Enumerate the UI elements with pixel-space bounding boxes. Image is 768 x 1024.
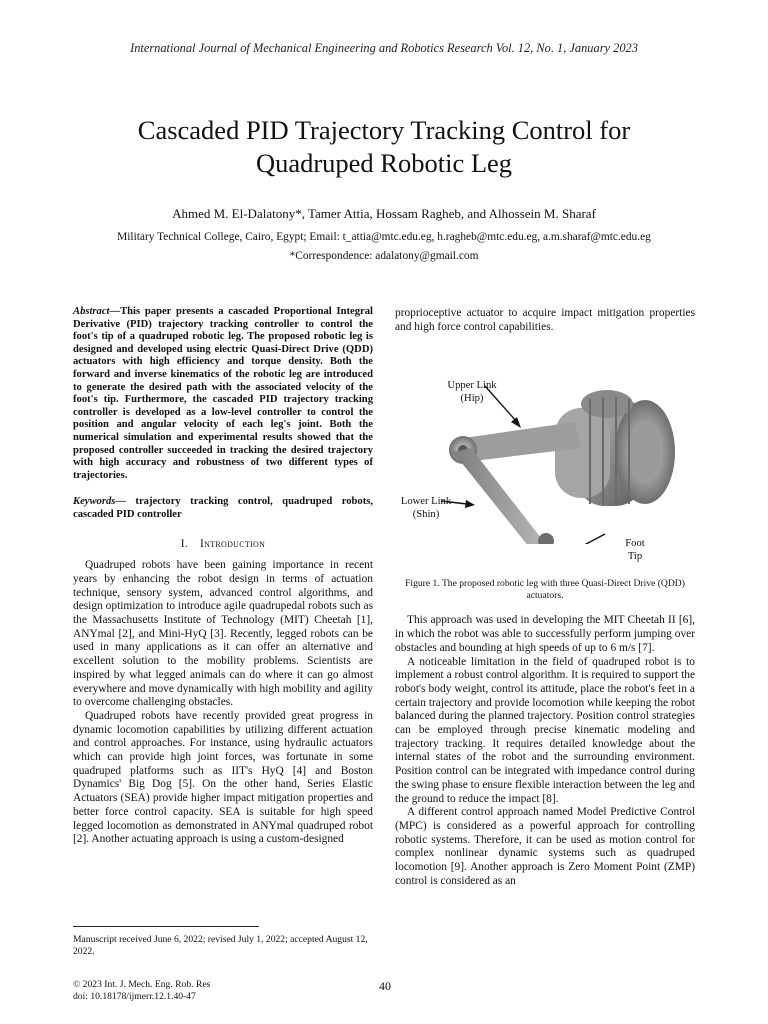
intro-paragraph-1: Quadruped robots have been gaining importance in recent years by enhancing the robot design in terms of actuation technique, sensory system, advanced control algorithms, and design optimization to introduce agile quadrupedal robots such as the Massachusetts Institute of Technology (MIT) Cheetah [1], ANYmal [2], and Mini-HyQ [3]. Recently, legged robots can be used in many applications as it can offer an alternative and excellent solution to the mobility problems. Scientists are inspired by what legged animals can do where it can go almost everywhere and move dynamically with high mobility and agility to overcome challenging obstacles.: [73, 559, 373, 709]
keywords-text: — trajectory tracking control, quadruped robots, cascaded PID controller: [73, 496, 373, 520]
doi-line: doi: 10.18178/ijmerr.12.1.40-47: [73, 991, 196, 1003]
right-paragraph-3: A different control approach named Model Predictive Control (MPC) is considered as a powerful approach for controlling robotic systems. Therefore, it can be used as motion control for complex nonlinear dynamic systems such as quadruped locomotion [9]. Another approach is Zero Moment Point (ZMP) control is considered as an: [395, 806, 695, 887]
label-foot-tip: [615, 538, 655, 563]
label-upper-link: [437, 380, 507, 405]
right-paragraph-2: A noticeable limitation in the field of quadruped robot is to implement a robust control algorithm. It is required to support the robot's body weight, control its attitude, place the robot's feet in a certain trajectory and provide locomotion while keeping the robot balanced during the planned trajectory. Position control strategies can be employed through precise kinematic modeling and trajectory tracking. It requires detailed knowledge about the internal states of the robot and the surrounding environment. Position control can be integrated with impedance control during the swing phase to ensure flexible interaction between the leg and the ground to reduce the impact [8].: [395, 655, 695, 805]
left-column: [73, 306, 373, 847]
right-paragraph-1: This approach was used in developing the MIT Cheetah II [6], in which the robot was able to successfully perform jumping over obstacles and bounding at high speeds of up to 6 m/s [7].: [395, 614, 695, 654]
label-upper-link-line1: Upper Link: [447, 380, 497, 392]
affiliation-line: Military Technical College, Cairo, Egypt; Email: t_attia@mtc.edu.eg, h.ragheb@mtc.edu.eg, a.m.sharaf@mtc.edu.eg: [117, 231, 651, 243]
journal-header: International Journal of Mechanical Engineering and Robotics Research Vol. 12, No. 1, January 2023: [130, 41, 638, 55]
foot-tip: [538, 533, 554, 544]
author-list: Ahmed M. El-Dalatony*, Tamer Attia, Hossam Ragheb, and Alhossein M. Sharaf: [172, 206, 596, 221]
label-foot-tip-line1: Foot: [625, 538, 645, 550]
right-paragraph-0: proprioceptive actuator to acquire impact mitigation properties and high force control capabilities.: [395, 307, 695, 333]
title-line-1: Cascaded PID Trajectory Tracking Control for: [137, 115, 631, 145]
right-column: [395, 307, 695, 888]
paper-title: [40, 114, 728, 180]
figure-1-caption: Figure 1. The proposed robotic leg with three Quasi-Direct Drive (QDD) actuators.: [405, 578, 685, 602]
label-foot-tip-line2: Tip: [627, 550, 643, 562]
label-upper-link-line2: (Hip): [460, 392, 484, 404]
footnote: Manuscript received June 6, 2022; revised July 1, 2022; accepted August 12, 2022.: [73, 934, 368, 957]
keywords: [73, 496, 373, 521]
page-number: 40: [379, 979, 391, 993]
section-heading-introduction: [73, 538, 373, 552]
section-title: Introduction: [200, 537, 266, 550]
keywords-label: Keywords: [73, 496, 116, 508]
lower-link: [453, 448, 555, 544]
section-number: I.: [180, 537, 189, 550]
footnote-divider: [73, 926, 259, 927]
abstract: [73, 306, 373, 482]
label-lower-link-line1: Lower Link: [400, 496, 452, 508]
title-line-2: Quadruped Robotic Leg: [255, 148, 513, 178]
abstract-label: Abstract: [73, 306, 110, 317]
abstract-text: —This paper presents a cascaded Proportional Integral Derivative (PID) trajectory tracking controller to control the foot's tip of a quadruped robotic leg. The proposed robotic leg is designed and developed using electric Quasi-Direct Drive (QDD) actuators with high efficiency and torque density. Both the forward and inverse kinematics of the robotic leg are introduced to generate the desired path with the associated velocity of the foot's tip. Furthermore, the cascaded PID trajectory tracking controller is developed as a low-level controller to control the position and angular velocity of each leg's joint. Both the numerical simulation and experimental results showed that the proposed controller succeeded in tracking the desired trajectory with high accuracy and robustness of two different types of trajectories.: [73, 306, 373, 481]
correspondence-line: *Correspondence: adalatony@gmail.com: [289, 250, 479, 262]
figure-1: [395, 344, 695, 562]
label-lower-link-line2: (Shin): [412, 508, 440, 520]
copyright-line: © 2023 Int. J. Mech. Eng. Rob. Res: [73, 979, 211, 990]
footer-info: [73, 979, 210, 1004]
intro-paragraph-2: Quadruped robots have recently provided great progress in dynamic locomotion capabilities by utilizing different actuation and control approaches. For instance, using hydraulic actuators which can provide high joint forces, was fortunate in some quadruped platforms such as IIT's HyQ [4] and Boston Dynamics' Big Dog [5]. On the other hand, Series Elastic Actuators (SEA) provide higher impact mitigation properties and better force control capacity. SEA is suitable for high speed legged locomotion as demonstrated in ANYmal quadruped robot [2]. Another actuating approach is using a custom-designed: [73, 709, 373, 846]
label-lower-link: [391, 496, 461, 521]
